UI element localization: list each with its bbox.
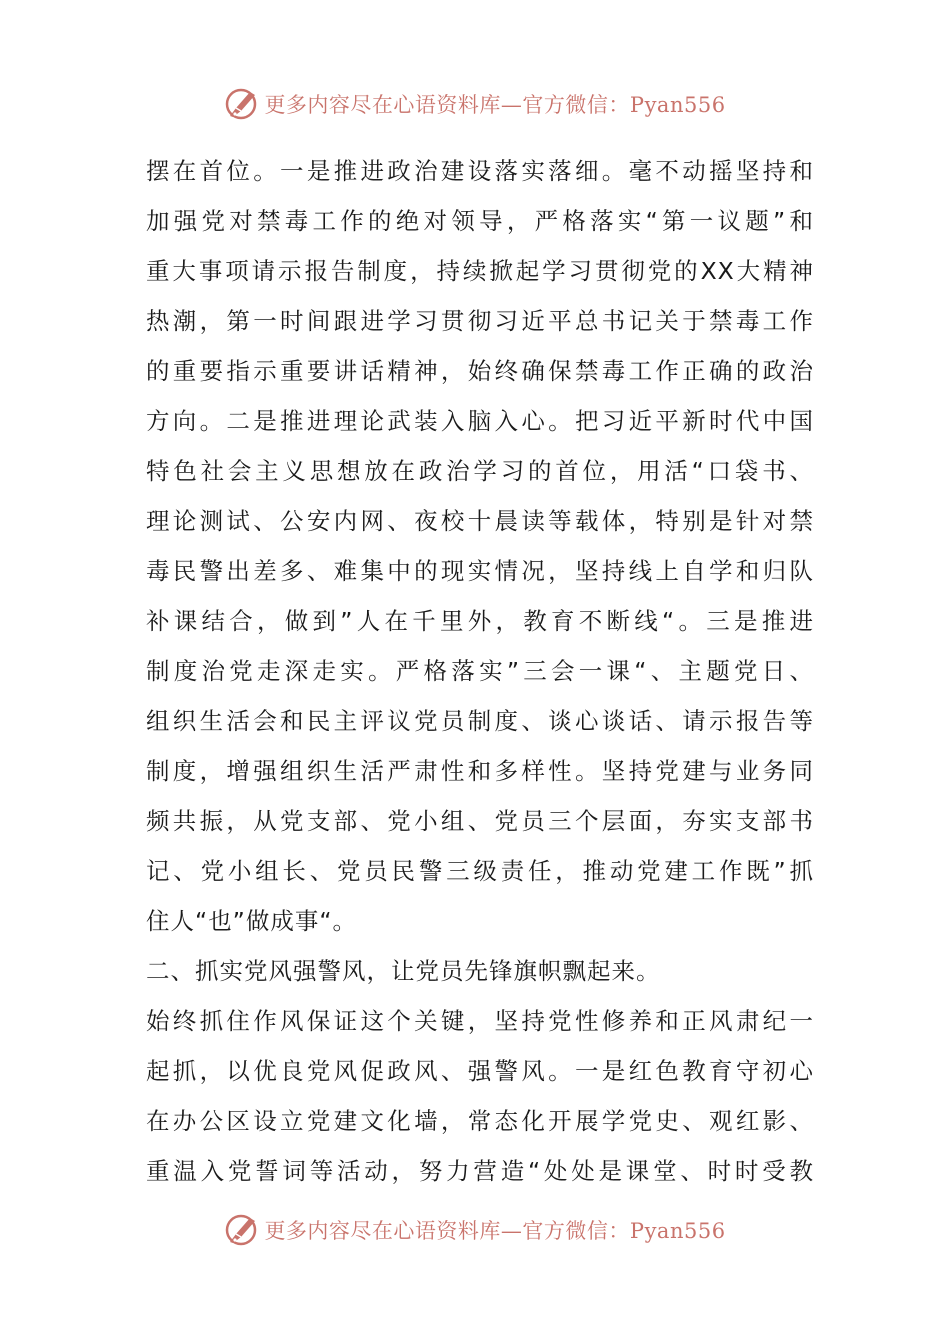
pen-logo-icon (224, 1212, 260, 1248)
footer-watermark-banner (0, 1208, 950, 1252)
body-line: 起抓，以优良党风促政风、强警风。一是红色教育守初心 (146, 1057, 814, 1085)
body-line: 理论测试、公安内网、夜校十晨读等载体，特别是针对禁 (146, 507, 814, 535)
body-line: 制度，增强组织生活严肃性和多样性。坚持党建与业务同 (146, 757, 814, 785)
body-line: 摆在首位。一是推进政治建设落实落细。毫不动摇坚持和 (146, 157, 814, 185)
body-line: 制度治党走深走实。严格落实”三会一课“、主题党日、 (146, 657, 814, 685)
section-heading: 二、抓实党风强警风，让党员先锋旗帜飘起来。 (146, 957, 661, 985)
header-banner-text: 更多内容尽在心语资料库—官方微信：Pyan556 (264, 93, 726, 117)
body-line: 记、党小组长、党员民警三级责任，推动党建工作既”抓 (146, 857, 814, 885)
body-line: 组织生活会和民主评议党员制度、谈心谈话、请示报告等 (146, 707, 814, 735)
body-line: 住人“也”做成事“。 (146, 907, 358, 935)
body-line: 始终抓住作风保证这个关键，坚持党性修养和正风肃纪一 (146, 1007, 814, 1035)
body-line: 加强党对禁毒工作的绝对领导，严格落实“第一议题”和 (146, 207, 814, 235)
body-line: 热潮，第一时间跟进学习贯彻习近平总书记关于禁毒工作 (146, 307, 814, 335)
body-line: 毒民警出差多、难集中的现实情况，坚持线上自学和归队 (146, 557, 814, 585)
body-line: 补课结合，做到”人在千里外，教育不断线“。三是推进 (146, 607, 814, 635)
pen-logo-icon (224, 86, 260, 122)
body-line: 的重要指示重要讲话精神，始终确保禁毒工作正确的政治 (146, 357, 814, 385)
header-watermark-banner (0, 82, 950, 126)
body-line: 在办公区设立党建文化墙，常态化开展学党史、观红影、 (146, 1107, 814, 1135)
body-line: 重温入党誓词等活动，努力营造“处处是课堂、时时受教 (146, 1157, 814, 1185)
body-line: 方向。二是推进理论武装入脑入心。把习近平新时代中国 (146, 407, 814, 435)
document-body (146, 146, 814, 1196)
footer-banner-text: 更多内容尽在心语资料库—官方微信：Pyan556 (264, 1219, 726, 1243)
body-line: 频共振，从党支部、党小组、党员三个层面，夯实支部书 (146, 807, 814, 835)
body-line: 重大事项请示报告制度，持续掀起学习贯彻党的XX大精神 (146, 257, 814, 285)
body-line: 特色社会主义思想放在政治学习的首位，用活“口袋书、 (146, 457, 814, 485)
